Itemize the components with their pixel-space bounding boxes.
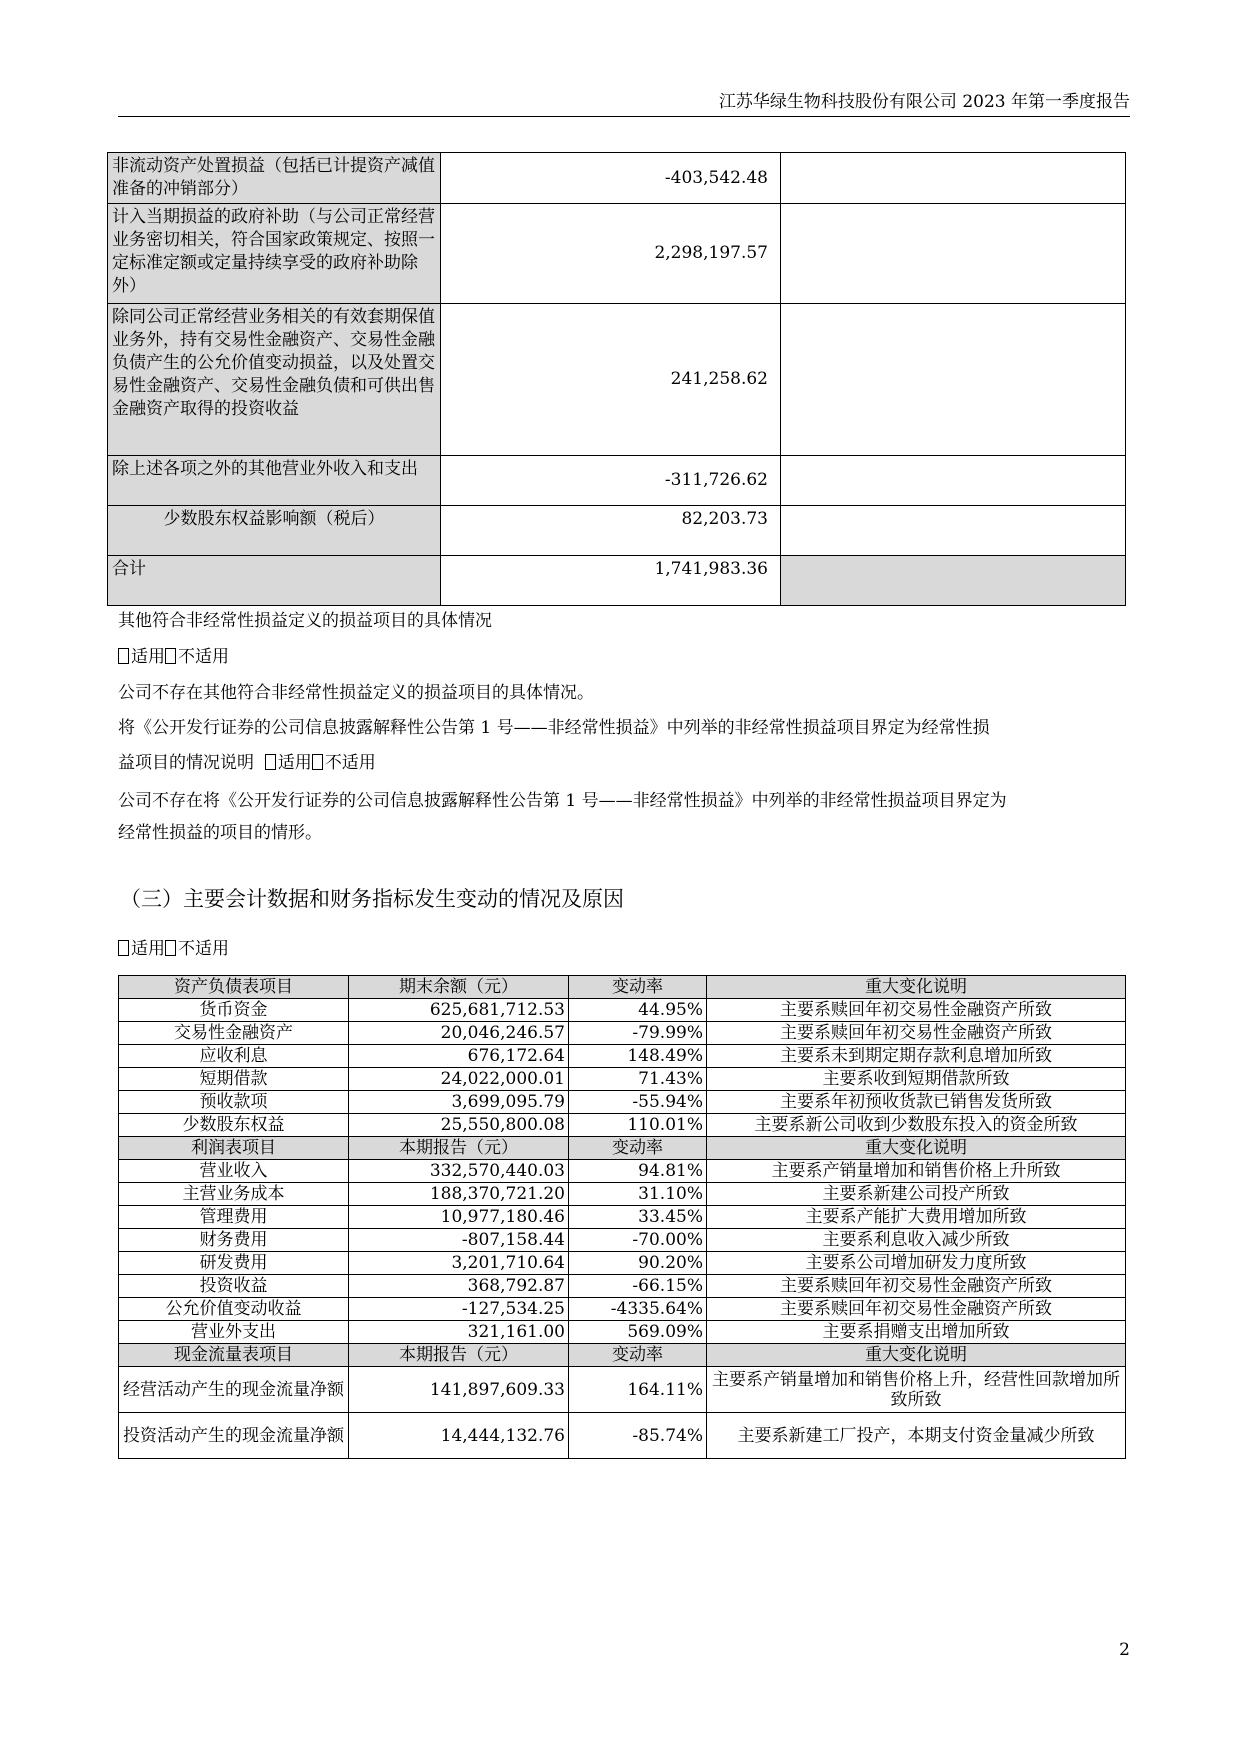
- table-cell-explanation: 主要系赎回年初交易性金融资产所致: [707, 1298, 1126, 1321]
- paragraph-other-items: 其他符合非经常性损益定义的损益项目的具体情况: [118, 611, 492, 631]
- section-title: （三）主要会计数据和财务指标发生变动的情况及原因: [120, 887, 624, 911]
- table-cell-amount: 321,161.00: [349, 1321, 569, 1344]
- table-row-amount: -403,542.48: [441, 153, 781, 204]
- classification-line-2-text: 益项目的情况说明: [118, 753, 254, 773]
- column-header: 本期报告（元）: [349, 1137, 569, 1160]
- table-cell-amount: 20,046,246.57: [349, 1022, 569, 1045]
- table-cell-amount: -127,534.25: [349, 1298, 569, 1321]
- column-header: 现金流量表项目: [119, 1344, 349, 1367]
- applicability-line-2: [118, 751, 1128, 775]
- table-cell-explanation: 主要系利息收入减少所致: [707, 1229, 1126, 1252]
- table-row-label: 除上述各项之外的其他营业外收入和支出: [108, 456, 441, 506]
- checkbox-icon: [165, 940, 176, 956]
- table-header-row: [119, 976, 1126, 999]
- table-cell-change-rate: -79.99%: [569, 1022, 707, 1045]
- table-cell-amount: -807,158.44: [349, 1229, 569, 1252]
- table-row-note: [781, 556, 1126, 606]
- table-row-label: 非流动资产处置损益（包括已计提资产减值准备的冲销部分）: [108, 153, 441, 204]
- table-cell-item-name: 主营业务成本: [119, 1183, 349, 1206]
- not-apply-label: 不适用: [178, 939, 229, 959]
- column-header: 资产负债表项目: [119, 976, 349, 999]
- table-cell-change-rate: 71.43%: [569, 1068, 707, 1091]
- paragraph-no-classification-line-2: 经常性损益的项目的情形。: [118, 823, 322, 843]
- table-cell-amount: 625,681,712.53: [349, 999, 569, 1022]
- table-cell-item-name: 公允价值变动收益: [119, 1298, 349, 1321]
- table-cell-explanation: 主要系新公司收到少数股东投入的资金所致: [707, 1114, 1126, 1137]
- table-header-row: [119, 1344, 1126, 1367]
- table-cell-change-rate: -85.74%: [569, 1413, 707, 1459]
- table-cell-explanation: 主要系产销量增加和销售价格上升，经营性回款增加所致所致: [707, 1367, 1126, 1413]
- table-cell-amount: 25,550,800.08: [349, 1114, 569, 1137]
- column-header: 利润表项目: [119, 1137, 349, 1160]
- table-cell-item-name: 财务费用: [119, 1229, 349, 1252]
- table-cell-amount: 3,699,095.79: [349, 1091, 569, 1114]
- table-row: [119, 1160, 1126, 1183]
- applicability-line-1: [118, 645, 1128, 669]
- table-row: [119, 1114, 1126, 1137]
- checkbox-icon: [312, 754, 323, 770]
- table-row-note: [781, 506, 1126, 556]
- table-cell-amount: 14,444,132.76: [349, 1413, 569, 1459]
- table-cell-amount: 141,897,609.33: [349, 1367, 569, 1413]
- checkbox-icon: [118, 940, 129, 956]
- table-cell-item-name: 应收利息: [119, 1045, 349, 1068]
- table-cell-amount: 188,370,721.20: [349, 1183, 569, 1206]
- table-cell-item-name: 交易性金融资产: [119, 1022, 349, 1045]
- table-cell-explanation: 主要系年初预收货款已销售发货所致: [707, 1091, 1126, 1114]
- table-cell-explanation: 主要系公司增加研发力度所致: [707, 1252, 1126, 1275]
- table-row: [119, 1252, 1126, 1275]
- table-cell-explanation: 主要系赎回年初交易性金融资产所致: [707, 1022, 1126, 1045]
- column-header: 变动率: [569, 1344, 707, 1367]
- table-row: [119, 1367, 1126, 1413]
- column-header: 本期报告（元）: [349, 1344, 569, 1367]
- table-row: [119, 1298, 1126, 1321]
- table-cell-change-rate: 569.09%: [569, 1321, 707, 1344]
- table-cell-amount: 676,172.64: [349, 1045, 569, 1068]
- paragraph-no-other-items: 公司不存在其他符合非经常性损益定义的损益项目的具体情况。: [118, 683, 594, 703]
- table-cell-explanation: 主要系未到期定期存款利息增加所致: [707, 1045, 1126, 1068]
- apply-label: 适用: [131, 939, 165, 959]
- table-cell-item-name: 营业外支出: [119, 1321, 349, 1344]
- table-row-note: [781, 204, 1126, 304]
- applicability-line-3: [118, 937, 1128, 961]
- table-row-note: [781, 456, 1126, 506]
- table-cell-change-rate: 110.01%: [569, 1114, 707, 1137]
- table-row-amount: 241,258.62: [441, 304, 781, 456]
- table-total-amount: 1,741,983.36: [441, 556, 781, 606]
- column-header: 重大变化说明: [707, 1344, 1126, 1367]
- table-header-row: [119, 1137, 1126, 1160]
- table-row: [119, 1183, 1126, 1206]
- table-cell-item-name: 研发费用: [119, 1252, 349, 1275]
- table-cell-item-name: 投资收益: [119, 1275, 349, 1298]
- table-cell-change-rate: -55.94%: [569, 1091, 707, 1114]
- table-cell-amount: 3,201,710.64: [349, 1252, 569, 1275]
- table-cell-amount: 10,977,180.46: [349, 1206, 569, 1229]
- not-apply-label: 不适用: [178, 647, 229, 667]
- table-cell-change-rate: 94.81%: [569, 1160, 707, 1183]
- table-row-label: 计入当期损益的政府补助（与公司正常经营业务密切相关，符合国家政策规定、按照一定标准定额或定量持续享受的政府补助除外）: [108, 204, 441, 304]
- table-row-amount: -311,726.62: [441, 456, 781, 506]
- table-cell-change-rate: 31.10%: [569, 1183, 707, 1206]
- table-cell-change-rate: 164.11%: [569, 1367, 707, 1413]
- table-cell-item-name: 货币资金: [119, 999, 349, 1022]
- table-cell-explanation: 主要系产能扩大费用增加所致: [707, 1206, 1126, 1229]
- table-cell-item-name: 营业收入: [119, 1160, 349, 1183]
- table-cell-change-rate: 148.49%: [569, 1045, 707, 1068]
- checkbox-icon: [118, 648, 129, 664]
- table-cell-explanation: 主要系新建工厂投产，本期支付资金量减少所致: [707, 1413, 1126, 1459]
- nonrecurring-gains-table: [107, 152, 1126, 606]
- table-cell-item-name: 投资活动产生的现金流量净额: [119, 1413, 349, 1459]
- table-cell-amount: 24,022,000.01: [349, 1068, 569, 1091]
- table-cell-amount: 368,792.87: [349, 1275, 569, 1298]
- column-header: 重大变化说明: [707, 1137, 1126, 1160]
- column-header: 期末余额（元）: [349, 976, 569, 999]
- table-row: [119, 1413, 1126, 1459]
- table-cell-explanation: 主要系赎回年初交易性金融资产所致: [707, 1275, 1126, 1298]
- table-cell-explanation: 主要系新建公司投产所致: [707, 1183, 1126, 1206]
- column-header: 重大变化说明: [707, 976, 1126, 999]
- table-cell-explanation: 主要系赎回年初交易性金融资产所致: [707, 999, 1126, 1022]
- page-number: 2: [1119, 1640, 1130, 1660]
- table-row-note: [781, 153, 1126, 204]
- table-cell-change-rate: -66.15%: [569, 1275, 707, 1298]
- column-header: 变动率: [569, 1137, 707, 1160]
- checkbox-icon: [165, 648, 176, 664]
- table-row: [119, 1275, 1126, 1298]
- apply-label: 适用: [131, 647, 165, 667]
- table-row-amount: 82,203.73: [441, 506, 781, 556]
- table-row: [119, 1068, 1126, 1091]
- table-cell-item-name: 短期借款: [119, 1068, 349, 1091]
- table-cell-explanation: 主要系收到短期借款所致: [707, 1068, 1126, 1091]
- table-cell-change-rate: 90.20%: [569, 1252, 707, 1275]
- table-row: [119, 1091, 1126, 1114]
- table-cell-amount: 332,570,440.03: [349, 1160, 569, 1183]
- table-row: [119, 999, 1126, 1022]
- table-cell-item-name: 预收款项: [119, 1091, 349, 1114]
- not-apply-label: 不适用: [324, 753, 376, 773]
- apply-label: 适用: [277, 753, 312, 773]
- table-cell-change-rate: 33.45%: [569, 1206, 707, 1229]
- page-header: 江苏华绿生物科技股份有限公司 2023 年第一季度报告: [118, 88, 1130, 117]
- table-cell-change-rate: -70.00%: [569, 1229, 707, 1252]
- column-header: 变动率: [569, 976, 707, 999]
- table-row-label: 少数股东权益影响额（税后）: [108, 506, 441, 556]
- financial-changes-table: [118, 975, 1126, 1459]
- paragraph-no-classification-line-1: 公司不存在将《公开发行证券的公司信息披露解释性公告第 1 号——非经常性损益》中列举的非经常性损益项目界定为: [118, 791, 1007, 811]
- table-row: [119, 1022, 1126, 1045]
- table-cell-item-name: 少数股东权益: [119, 1114, 349, 1137]
- table-row-amount: 2,298,197.57: [441, 204, 781, 304]
- table-cell-change-rate: 44.95%: [569, 999, 707, 1022]
- table-row: [119, 1229, 1126, 1252]
- checkbox-icon: [265, 754, 276, 770]
- table-row-label: 除同公司正常经营业务相关的有效套期保值业务外，持有交易性金融资产、交易性金融负债产生的公允价值变动损益，以及处置交易性金融资产、交易性金融负债和可供出售金融资产取得的投资收益: [108, 304, 441, 456]
- table-cell-explanation: 主要系产销量增加和销售价格上升所致: [707, 1160, 1126, 1183]
- table-row-note: [781, 304, 1126, 456]
- table-cell-change-rate: -4335.64%: [569, 1298, 707, 1321]
- table-row: [119, 1321, 1126, 1344]
- table-cell-explanation: 主要系捐赠支出增加所致: [707, 1321, 1126, 1344]
- paragraph-classification-line-1: 将《公开发行证券的公司信息披露解释性公告第 1 号——非经常性损益》中列举的非经常性损益项目界定为经常性损: [118, 718, 990, 738]
- table-cell-item-name: 经营活动产生的现金流量净额: [119, 1367, 349, 1413]
- table-total-label: 合计: [108, 556, 441, 606]
- table-row: [119, 1206, 1126, 1229]
- table-row: [119, 1045, 1126, 1068]
- table-cell-item-name: 管理费用: [119, 1206, 349, 1229]
